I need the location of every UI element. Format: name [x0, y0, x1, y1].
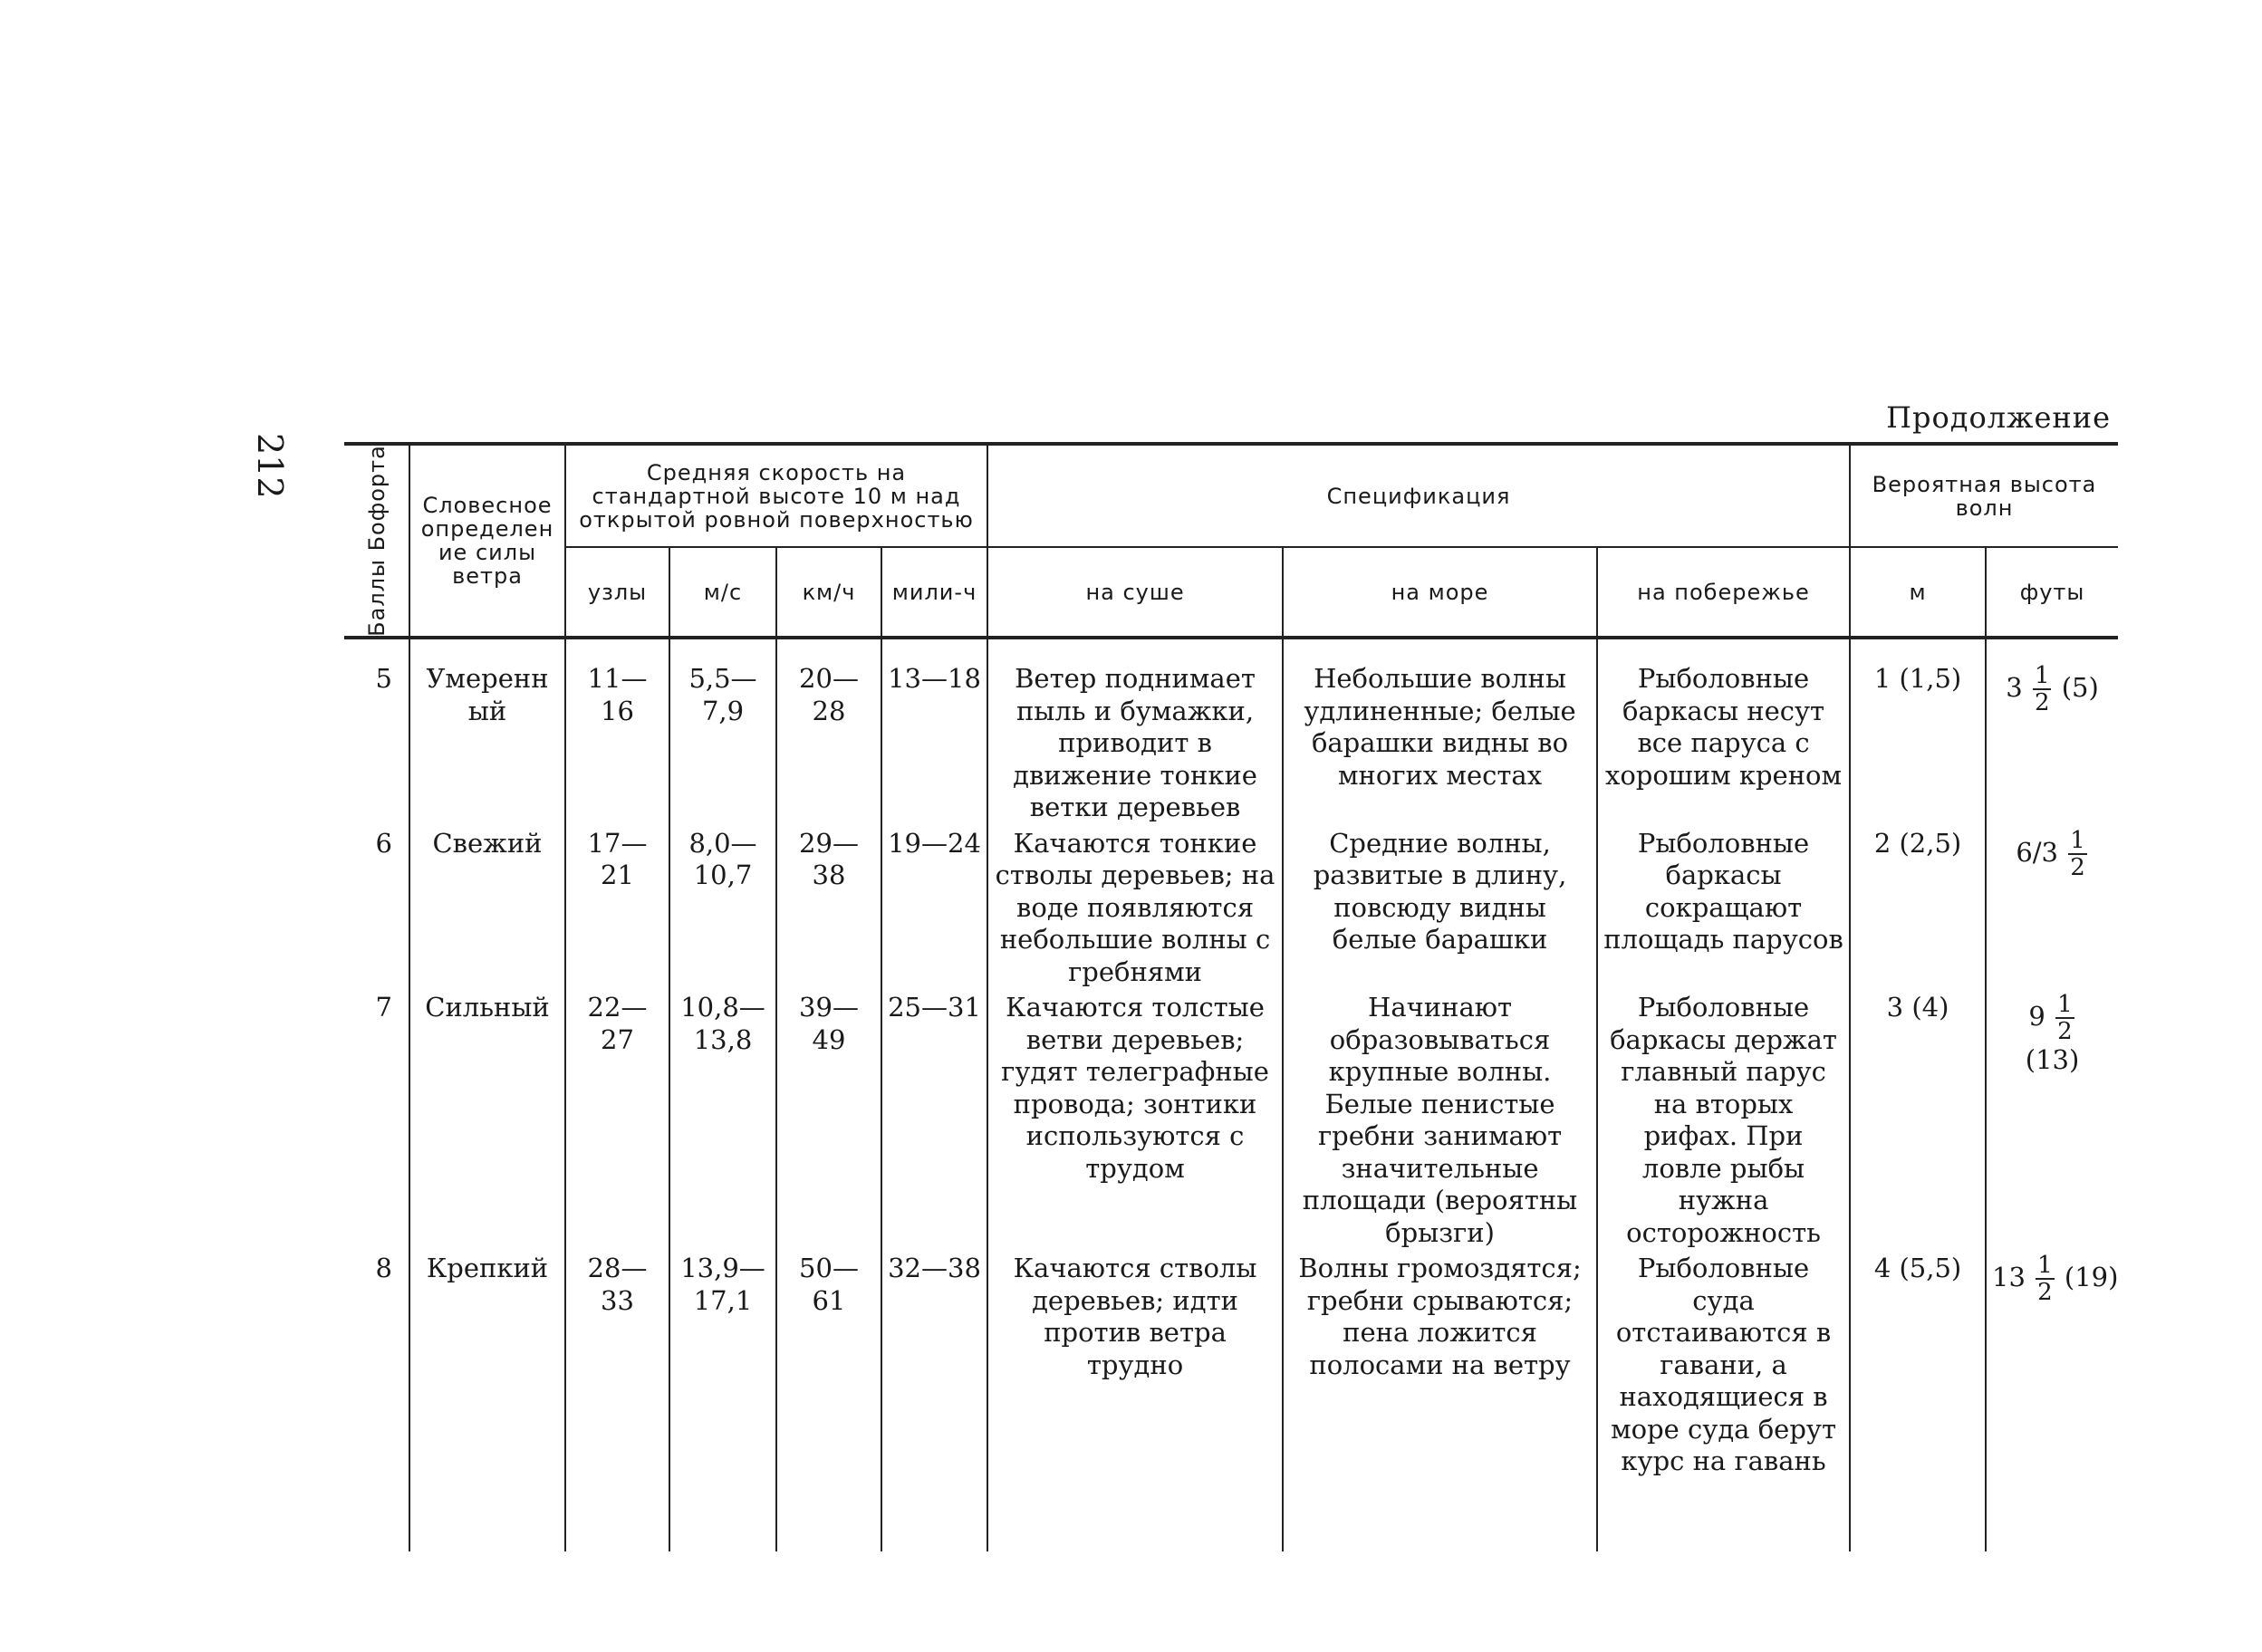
- beaufort-scale-table: [344, 442, 2118, 1551]
- cell-kmh: 39—49: [776, 988, 881, 1249]
- cell-beaufort: 8: [344, 1249, 409, 1551]
- wave-ft-whole: 13: [1992, 1262, 2026, 1292]
- continuation-label: Продолжение: [1886, 400, 2111, 435]
- header-verbal: Словесное определение силы ветра: [409, 444, 565, 638]
- cell-wave-ft: [1986, 638, 2118, 824]
- cell-beaufort: 5: [344, 638, 409, 824]
- header-beaufort: Баллы Бофорта: [344, 444, 409, 638]
- cell-coast: Рыболовные суда отстаиваются в гавани, а находящиеся в море суда берут курс на гавань: [1597, 1249, 1850, 1551]
- cell-wave-ft: [1986, 824, 2118, 989]
- fraction-denominator: 2: [2034, 689, 2050, 716]
- cell-knots: 22—27: [565, 988, 669, 1249]
- cell-wave-m: 1 (1,5): [1850, 638, 1986, 824]
- cell-ms: 13,9—17,1: [669, 1249, 776, 1551]
- cell-coast: Рыболовные баркасы несут все паруса с хорошим креном: [1597, 638, 1850, 824]
- header-spec-group: Спецификация: [987, 444, 1850, 547]
- wave-ft-whole: 9: [2028, 1001, 2045, 1032]
- wave-ft-after: (19): [2064, 1262, 2119, 1292]
- cell-beaufort: 7: [344, 988, 409, 1249]
- cell-sea: Волны громоздятся; гребни срываются; пена ложится полосами на ветру: [1283, 1249, 1597, 1551]
- cell-ms: 8,0—10,7: [669, 824, 776, 989]
- cell-wave-m: 4 (5,5): [1850, 1249, 1986, 1551]
- cell-knots: 11—16: [565, 638, 669, 824]
- wave-ft-fraction: [2068, 828, 2087, 880]
- cell-wave-ft: [1986, 1249, 2118, 1551]
- cell-wave-m: 2 (2,5): [1850, 824, 1986, 989]
- header-meters: м: [1850, 547, 1986, 638]
- fraction-numerator: 1: [2037, 1252, 2053, 1279]
- wave-ft-fraction: [2055, 992, 2074, 1044]
- cell-coast: Рыболовные баркасы сокращают площадь парусов: [1597, 824, 1850, 989]
- cell-land: Качаются толстые ветви деревьев; гудят телеграфные провода; зонтики используются с трудом: [987, 988, 1283, 1249]
- cell-sea: Начинают образовываться крупные волны. Белые пенистые гребни занимают значительные площади (вероятны брызги): [1283, 988, 1597, 1249]
- fraction-denominator: 2: [2037, 1279, 2053, 1306]
- cell-ms: 10,8—13,8: [669, 988, 776, 1249]
- cell-land: Качаются стволы деревьев; идти против ветра трудно: [987, 1249, 1283, 1551]
- wave-ft-after: (13): [2025, 1044, 2080, 1075]
- cell-knots: 28—33: [565, 1249, 669, 1551]
- cell-name: Сильный: [409, 988, 565, 1249]
- cell-coast: Рыболовные баркасы держат главный парус на вторых рифах. При ловле рыбы нужна осторожность: [1597, 988, 1850, 1249]
- table-row: [344, 1249, 2118, 1551]
- cell-name: Свежий: [409, 824, 565, 989]
- cell-mph: 13—18: [881, 638, 987, 824]
- cell-land: Ветер поднимает пыль и бумажки, приводит в движение тонкие ветки деревьев: [987, 638, 1283, 824]
- cell-sea: Небольшие волны удлиненные; белые барашки видны во многих местах: [1283, 638, 1597, 824]
- fraction-numerator: 1: [2070, 826, 2085, 854]
- cell-mph: 19—24: [881, 824, 987, 989]
- header-knots: узлы: [565, 547, 669, 638]
- wave-ft-fraction: [2033, 663, 2052, 716]
- fraction-numerator: 1: [2034, 662, 2050, 689]
- header-land: на суше: [987, 547, 1283, 638]
- cell-wave-ft: [1986, 988, 2118, 1249]
- header-wave-group: Вероятная высота волн: [1850, 444, 2118, 547]
- cell-land: Качаются тонкие стволы деревьев; на воде появляются небольшие волны с гребнями: [987, 824, 1283, 989]
- header-mph: мили-ч: [881, 547, 987, 638]
- cell-beaufort: 6: [344, 824, 409, 989]
- table-row: [344, 824, 2118, 989]
- fraction-denominator: 2: [2070, 853, 2085, 881]
- page-number: 212: [250, 433, 290, 499]
- header-speed-group: Средняя скорость на стандартной высоте 10 м над открытой ровной поверхностью: [565, 444, 987, 547]
- cell-kmh: 20—28: [776, 638, 881, 824]
- header-sea: на море: [1283, 547, 1597, 638]
- header-coast: на побережье: [1597, 547, 1850, 638]
- table-row: [344, 988, 2118, 1249]
- cell-wave-m: 3 (4): [1850, 988, 1986, 1249]
- cell-sea: Средние волны, развитые в длину, повсюду видны белые барашки: [1283, 824, 1597, 989]
- cell-name: Умеренный: [409, 638, 565, 824]
- fraction-denominator: 2: [2057, 1018, 2073, 1045]
- header-feet: футы: [1986, 547, 2118, 638]
- wave-ft-fraction: [2036, 1253, 2055, 1305]
- cell-ms: 5,5—7,9: [669, 638, 776, 824]
- cell-name: Крепкий: [409, 1249, 565, 1551]
- cell-mph: 25—31: [881, 988, 987, 1249]
- cell-kmh: 29—38: [776, 824, 881, 989]
- table-row: [344, 638, 2118, 824]
- header-ms: м/с: [669, 547, 776, 638]
- fraction-numerator: 1: [2057, 991, 2073, 1018]
- wave-ft-after: (5): [2061, 672, 2099, 703]
- cell-mph: 32—38: [881, 1249, 987, 1551]
- cell-knots: 17—21: [565, 824, 669, 989]
- wave-ft-whole: 3: [2006, 672, 2023, 703]
- cell-kmh: 50—61: [776, 1249, 881, 1551]
- wave-ft-whole: 6/3: [2016, 836, 2058, 868]
- header-kmh: км/ч: [776, 547, 881, 638]
